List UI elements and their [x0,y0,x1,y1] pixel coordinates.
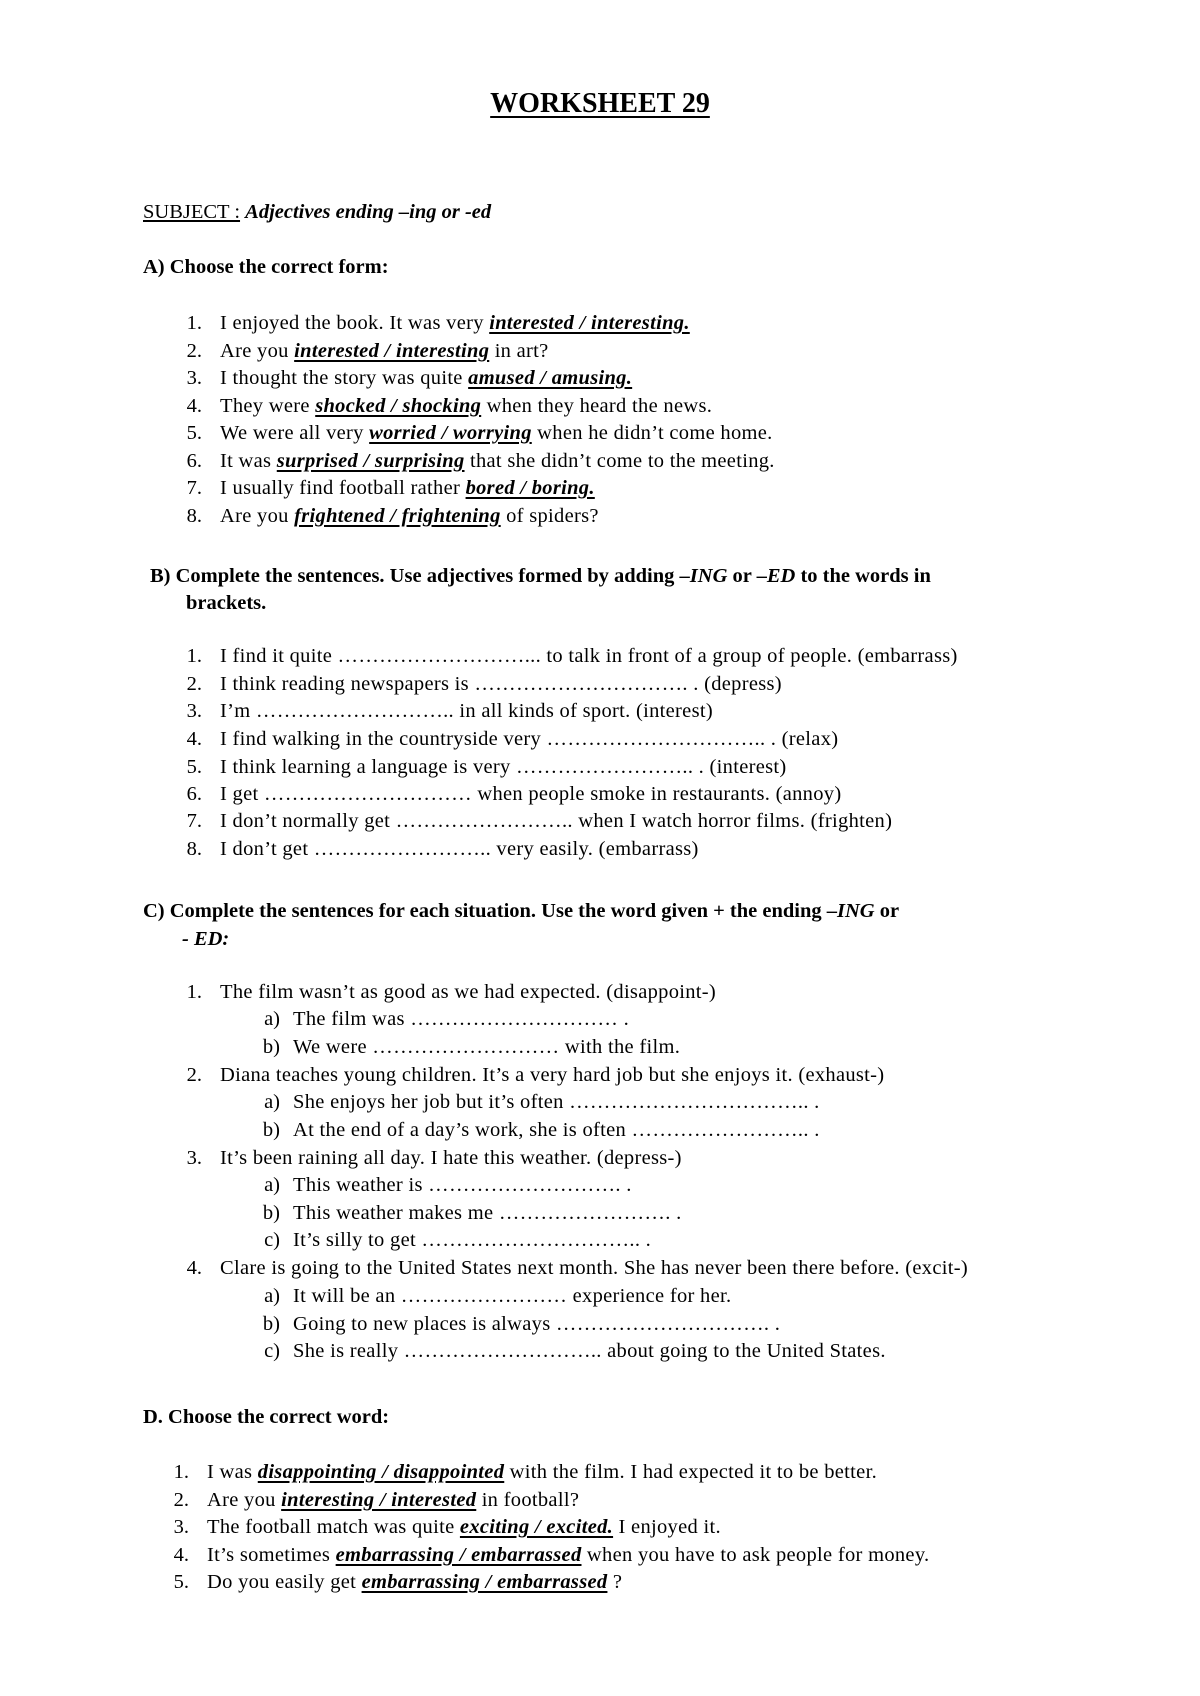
item-text: The football match was quite [207,1516,460,1538]
list-item: Clare is going to the United States next month. She has never been there before. (excit-) [220,1257,968,1279]
item-number: 7. [186,477,202,499]
item-number: 8. [186,505,202,527]
item-text: ? [607,1571,623,1593]
item-number: 6. [186,450,202,472]
sub-item: The film was ………………………… . [293,1008,630,1030]
item-number: 2. [173,1489,189,1511]
item-number: 1. [186,645,202,667]
list-item [207,1542,929,1568]
choice-options: shocked / shocking [315,395,482,417]
sub-item-letter: b) [262,1313,280,1335]
item-number: 8. [186,838,202,860]
sub-item: This weather makes me ……………………. . [293,1202,682,1224]
list-item [220,393,712,419]
item-number: 5. [173,1571,189,1593]
list-item [207,1459,877,1485]
item-number: 3. [186,1147,202,1169]
list-item [220,475,595,501]
list-item [220,503,599,529]
list-item [220,338,549,364]
sub-item: It’s silly to get ………………………….. . [293,1229,652,1251]
list-item [207,1514,721,1540]
item-number: 6. [186,783,202,805]
item-text: in football? [476,1489,580,1511]
item-number: 3. [186,700,202,722]
choice-options: embarrassing / embarrassed [335,1544,582,1566]
list-item [207,1569,622,1595]
item-number: 1. [173,1461,189,1483]
section-b-heading-line2: brackets. [186,592,267,614]
item-number: 5. [186,756,202,778]
item-text: It was [220,450,277,472]
choice-options: interesting / interested [281,1489,477,1511]
sub-item-letter: a) [264,1091,280,1113]
sub-item: We were ……………………… with the film. [293,1036,681,1058]
item-text: when you have to ask people for money. [581,1544,930,1566]
item-text: in art? [489,340,549,362]
choice-options: surprised / surprising [276,450,465,472]
item-text: when they heard the news. [481,395,713,417]
section-b-heading-line1: B) Complete the sentences. Use adjectives formed by adding –ING or –ED to the words in [150,565,931,587]
list-item: Diana teaches young children. It’s a very hard job but she enjoys it. (exhaust-) [220,1064,885,1086]
choice-options: amused / amusing. [468,367,633,389]
sub-item-letter: c) [264,1340,280,1362]
item-text: I usually find football rather [220,477,466,499]
list-item: I don’t get …………………….. very easily. (embarrass) [220,838,699,860]
choice-options: disappointing / disappointed [257,1461,505,1483]
subject-label: SUBJECT : [143,201,241,223]
sub-item-letter: a) [264,1174,280,1196]
list-item: I get ………………………… when people smoke in restaurants. (annoy) [220,783,842,805]
item-number: 2. [186,1064,202,1086]
subject-text: Adjectives ending –ing or -ed [245,201,492,223]
sub-item-letter: b) [262,1036,280,1058]
item-text: Do you easily get [207,1571,362,1593]
sub-item: She is really ……………………….. about going to the United States. [293,1340,886,1362]
item-text: I enjoyed it. [613,1516,721,1538]
item-number: 4. [173,1544,189,1566]
list-item [220,420,773,446]
choice-options: embarrassing / embarrassed [361,1571,608,1593]
choice-options: interested / interesting. [489,312,690,334]
choice-options: exciting / excited. [459,1516,614,1538]
item-text: of spiders? [500,505,599,527]
list-item: The film wasn’t as good as we had expected. (disappoint-) [220,981,717,1003]
item-number: 4. [186,1257,202,1279]
item-text: It’s sometimes [207,1544,336,1566]
item-text: Are you [207,1489,282,1511]
sub-item: Going to new places is always …………………………. . [293,1313,781,1335]
item-text: that she didn’t come to the meeting. [464,450,775,472]
item-text: Are you [220,505,295,527]
item-number: 5. [186,422,202,444]
section-d-heading: D. Choose the correct word: [143,1406,390,1428]
item-number: 7. [186,810,202,832]
item-number: 1. [186,981,202,1003]
item-number: 4. [186,395,202,417]
list-item [207,1487,579,1513]
item-text: I enjoyed the book. It was very [220,312,490,334]
item-number: 3. [173,1516,189,1538]
item-number: 3. [186,367,202,389]
item-text: I was [207,1461,258,1483]
sub-item: At the end of a day’s work, she is often …………………….. . [293,1119,820,1141]
item-text: when he didn’t come home. [531,422,773,444]
section-c-heading-line2: - ED: [182,928,230,950]
sub-item-letter: c) [264,1229,280,1251]
sub-item-letter: a) [264,1008,280,1030]
sub-item-letter: b) [262,1202,280,1224]
list-item: It’s been raining all day. I hate this weather. (depress-) [220,1147,682,1169]
list-item: I don’t normally get …………………….. when I watch horror films. (frighten) [220,810,893,832]
subject-line [143,199,491,225]
item-text: Are you [220,340,295,362]
list-item: I think reading newspapers is …………………………. . (depress) [220,673,782,695]
section-c-heading-line1: C) Complete the sentences for each situation. Use the word given + the ending –ING or [143,900,900,922]
section-a-heading: A) Choose the correct form: [143,256,389,278]
item-number: 2. [186,340,202,362]
list-item: I find walking in the countryside very ………………………….. . (relax) [220,728,839,750]
item-number: 2. [186,673,202,695]
sub-item: She enjoys her job but it’s often …………………………….. . [293,1091,820,1113]
item-text: with the film. I had expected it to be better. [504,1461,877,1483]
list-item [220,365,632,391]
page-title: WORKSHEET 29 [490,88,710,119]
list-item: I find it quite ………………………... to talk in front of a group of people. (embarrass) [220,645,958,667]
sub-item-letter: a) [264,1285,280,1307]
choice-options: bored / boring. [465,477,595,499]
choice-options: interested / interesting [294,340,490,362]
sub-item: It will be an …………………… experience for her. [293,1285,732,1307]
item-text: They were [220,395,316,417]
item-number: 1. [186,312,202,334]
sub-item: This weather is ………………………. . [293,1174,632,1196]
item-text: We were all very [220,422,370,444]
item-number: 4. [186,728,202,750]
list-item: I’m ……………………….. in all kinds of sport. (interest) [220,700,713,722]
choice-options: frightened / frightening [294,505,501,527]
item-text: I thought the story was quite [220,367,469,389]
list-item [220,448,775,474]
choice-options: worried / worrying [369,422,532,444]
list-item [220,310,690,336]
list-item: I think learning a language is very …………………….. . (interest) [220,756,787,778]
sub-item-letter: b) [262,1119,280,1141]
